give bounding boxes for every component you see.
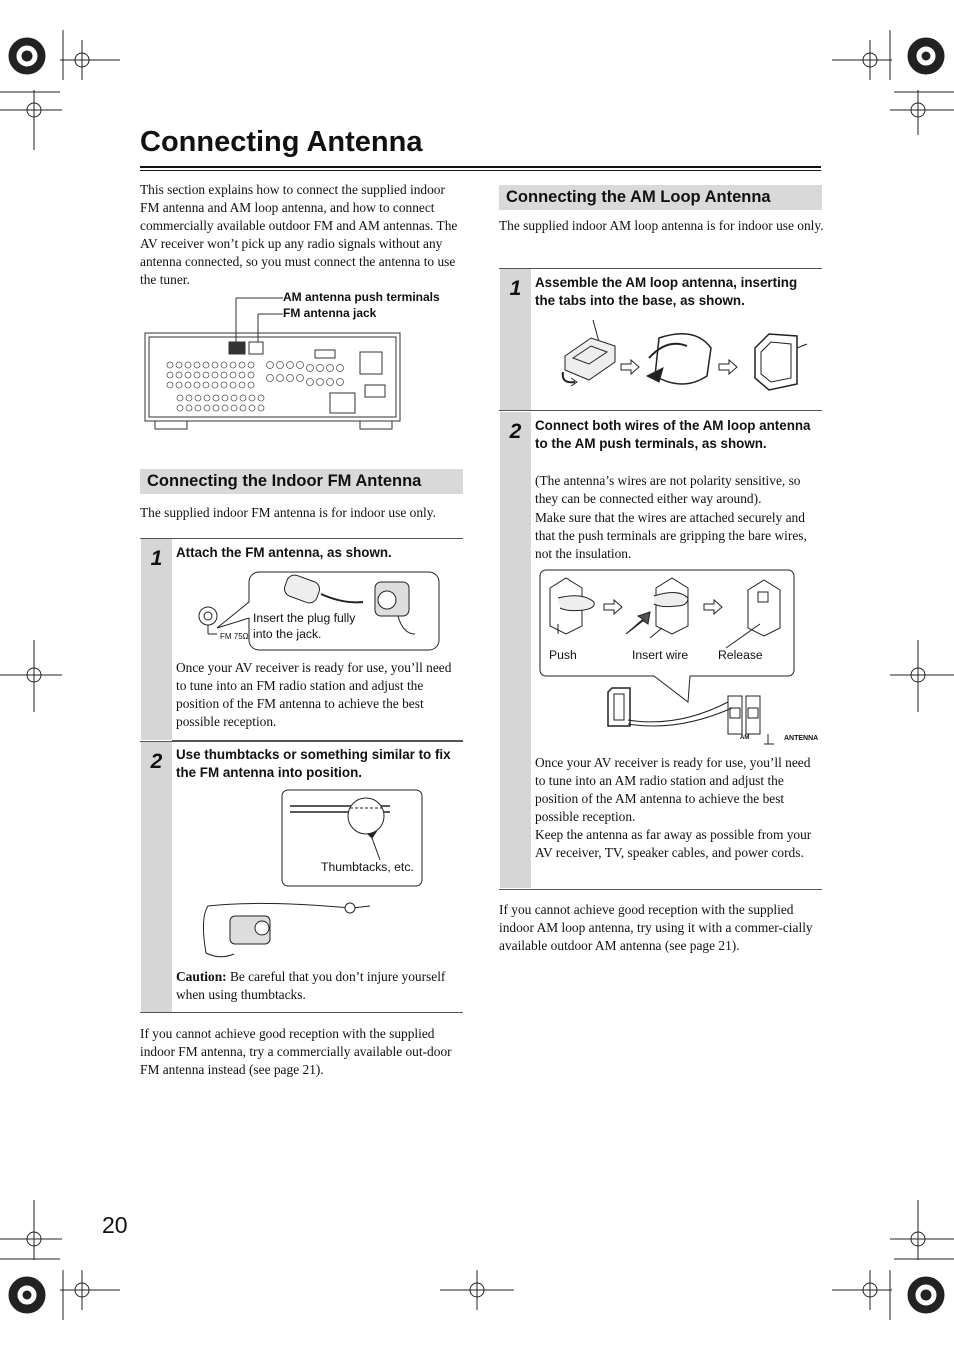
insert-plug-label: Insert the plug fully into the jack. — [253, 611, 356, 641]
rear-panel-speaker-terminal — [297, 362, 304, 369]
rear-panel-jack — [185, 362, 191, 368]
rear-panel-jack — [176, 382, 182, 388]
fm-step1-heading: Attach the FM antenna, as shown. — [176, 545, 392, 560]
rear-panel-jack — [185, 372, 191, 378]
fm-lead: The supplied indoor FM antenna is for indoor use only. — [140, 505, 436, 520]
rear-panel-jack — [212, 382, 218, 388]
rear-panel-jack — [248, 372, 254, 378]
rear-panel-jack — [221, 372, 227, 378]
rear-panel-jack — [194, 372, 200, 378]
caution-text: Be careful that you don’t injure yourself when using thumbtacks. — [176, 969, 446, 1002]
am-footer: If you cannot achieve good reception with the supplied indoor AM loop antenna, try using it with a commer-cially available outdoor AM antenna (see page 21). — [499, 902, 813, 953]
am-step2-heading: Connect both wires of the AM loop antenna to the AM push terminals, as shown. — [535, 418, 811, 451]
push-label: Push — [549, 648, 577, 662]
rear-panel-jack — [203, 382, 209, 388]
am-lead: The supplied indoor AM loop antenna is for indoor use only. — [499, 218, 824, 233]
insert-wire-label: Insert wire — [632, 648, 689, 662]
rear-panel-jack — [204, 405, 210, 411]
am-step1-number: 1 — [500, 269, 531, 410]
rear-panel-speaker-terminal — [277, 375, 284, 382]
caution-label: Caution: — [176, 969, 227, 984]
am-step1-heading: Assemble the AM loop antenna, inserting the tabs into the base, as shown. — [535, 275, 798, 308]
rear-panel-jack — [213, 395, 219, 401]
rear-panel-jack — [203, 362, 209, 368]
rear-panel-jack — [194, 382, 200, 388]
rear-panel-jack — [258, 405, 264, 411]
rear-panel-speaker-terminal — [297, 375, 304, 382]
rear-panel-jack — [230, 382, 236, 388]
rear-panel-jack — [258, 395, 264, 401]
rear-panel-jack — [185, 382, 191, 388]
rear-panel-jack — [239, 372, 245, 378]
release-label: Release — [718, 648, 763, 662]
rear-panel-jack — [186, 395, 192, 401]
am-step2-para3: Once your AV receiver is ready for use, you’ll need to tune into an AM radio station and adjust the position of the AM antenna to achieve the best possible reception. — [535, 755, 811, 824]
fm-step1-body: Once your AV receiver is ready for use, you’ll need to tune into an FM radio station and adjust the position of the FM antenna to achieve the best possible reception. — [176, 660, 452, 729]
fm-footer: If you cannot achieve good reception with the supplied indoor FM antenna, try a commercially available out-door FM antenna instead (see page 21). — [140, 1026, 452, 1077]
intro-text: This section explains how to connect the supplied indoor FM antenna and AM loop antenna, and how to connect commercially available outdoor FM and AM antennas. The AV receiver won’t pick up any radio signals without any antenna connected, so you must connect the antenna to use the tuner. — [140, 182, 458, 287]
rear-panel-jack — [177, 405, 183, 411]
rear-panel-speaker-terminal — [277, 362, 284, 369]
thumbtack-illustration — [200, 788, 430, 968]
fm-step2-number: 2 — [141, 742, 172, 1012]
fm-step-divider — [172, 740, 463, 741]
rear-panel-speaker-terminal — [337, 379, 344, 386]
rear-panel-jack — [240, 395, 246, 401]
am-step2-para2: Make sure that the wires are attached securely and that the push terminals are gripping the bare wires, not the insulation. — [535, 510, 807, 561]
rear-panel-speaker-terminal — [327, 365, 334, 372]
rear-panel-jack — [240, 405, 246, 411]
am-section-heading: Connecting the AM Loop Antenna — [499, 185, 822, 210]
fm75-label: FM 75Ω — [220, 632, 249, 641]
rear-panel-jack — [186, 405, 192, 411]
rear-panel-speaker-terminal — [327, 379, 334, 386]
rear-panel-speaker-terminal — [317, 365, 324, 372]
rear-panel-jack — [248, 382, 254, 388]
rear-panel-jack — [204, 395, 210, 401]
receiver-rear-panel-diagram — [145, 290, 405, 430]
rear-panel-jack — [231, 405, 237, 411]
fm-caution — [176, 968, 461, 1004]
rear-panel-speaker-terminal — [307, 379, 314, 386]
fm-jack-label: FM antenna jack — [283, 306, 377, 320]
rear-panel-speaker-terminal — [287, 375, 294, 382]
rear-panel-speaker-terminal — [267, 362, 274, 369]
rear-panel-jack — [239, 362, 245, 368]
rear-panel-speaker-terminal — [307, 365, 314, 372]
rear-panel-jack — [221, 382, 227, 388]
antenna-label: ANTENNA — [784, 735, 819, 742]
am-step2-number: 2 — [500, 412, 531, 888]
rear-panel-jack — [177, 395, 183, 401]
rear-panel-jack — [167, 372, 173, 378]
fm-section-heading: Connecting the Indoor FM Antenna — [140, 469, 463, 494]
rear-panel-jack — [249, 395, 255, 401]
title-rule — [140, 166, 821, 168]
rear-panel-jack — [167, 362, 173, 368]
rear-panel-jack — [231, 395, 237, 401]
rear-panel-speaker-terminal — [267, 375, 274, 382]
rear-panel-jack — [176, 372, 182, 378]
rear-panel-jack — [248, 362, 254, 368]
rear-panel-jack — [167, 382, 173, 388]
rear-panel-jack — [212, 372, 218, 378]
rear-panel-jack — [203, 372, 209, 378]
title-rule-thin — [140, 170, 821, 171]
rear-panel-jack — [194, 362, 200, 368]
fm-step2-heading: Use thumbtacks or something similar to fix the FM antenna into position. — [176, 747, 451, 780]
am-label: AM — [740, 735, 750, 741]
am-step2-para1: (The antenna’s wires are not polarity sensitive, so they can be connected either way around). — [535, 473, 801, 506]
rear-panel-jack — [221, 362, 227, 368]
rear-panel-speaker-terminal — [337, 365, 344, 372]
rear-panel-jack — [176, 362, 182, 368]
page-number: 20 — [102, 1212, 128, 1238]
rear-panel-jack — [195, 405, 201, 411]
rear-panel-jack — [230, 362, 236, 368]
page-title: Connecting Antenna — [140, 126, 423, 158]
rear-panel-jack — [239, 382, 245, 388]
am-loop-assembly-illustration — [555, 318, 815, 408]
fm-step1-number: 1 — [141, 539, 172, 740]
rear-panel-jack — [213, 405, 219, 411]
rear-panel-jack — [212, 362, 218, 368]
rear-panel-jack — [222, 395, 228, 401]
rear-panel-jack — [222, 405, 228, 411]
am-terminals-label: AM antenna push terminals — [283, 290, 440, 304]
rear-panel-speaker-terminal — [287, 362, 294, 369]
rear-panel-jack — [195, 395, 201, 401]
am-step2-para4: Keep the antenna as far away as possible from your AV receiver, TV, speaker cables, and power cords. — [535, 827, 812, 860]
thumbtacks-label: Thumbtacks, etc. — [321, 860, 414, 874]
rear-panel-jack — [230, 372, 236, 378]
rear-panel-speaker-terminal — [317, 379, 324, 386]
rear-panel-jack — [249, 405, 255, 411]
